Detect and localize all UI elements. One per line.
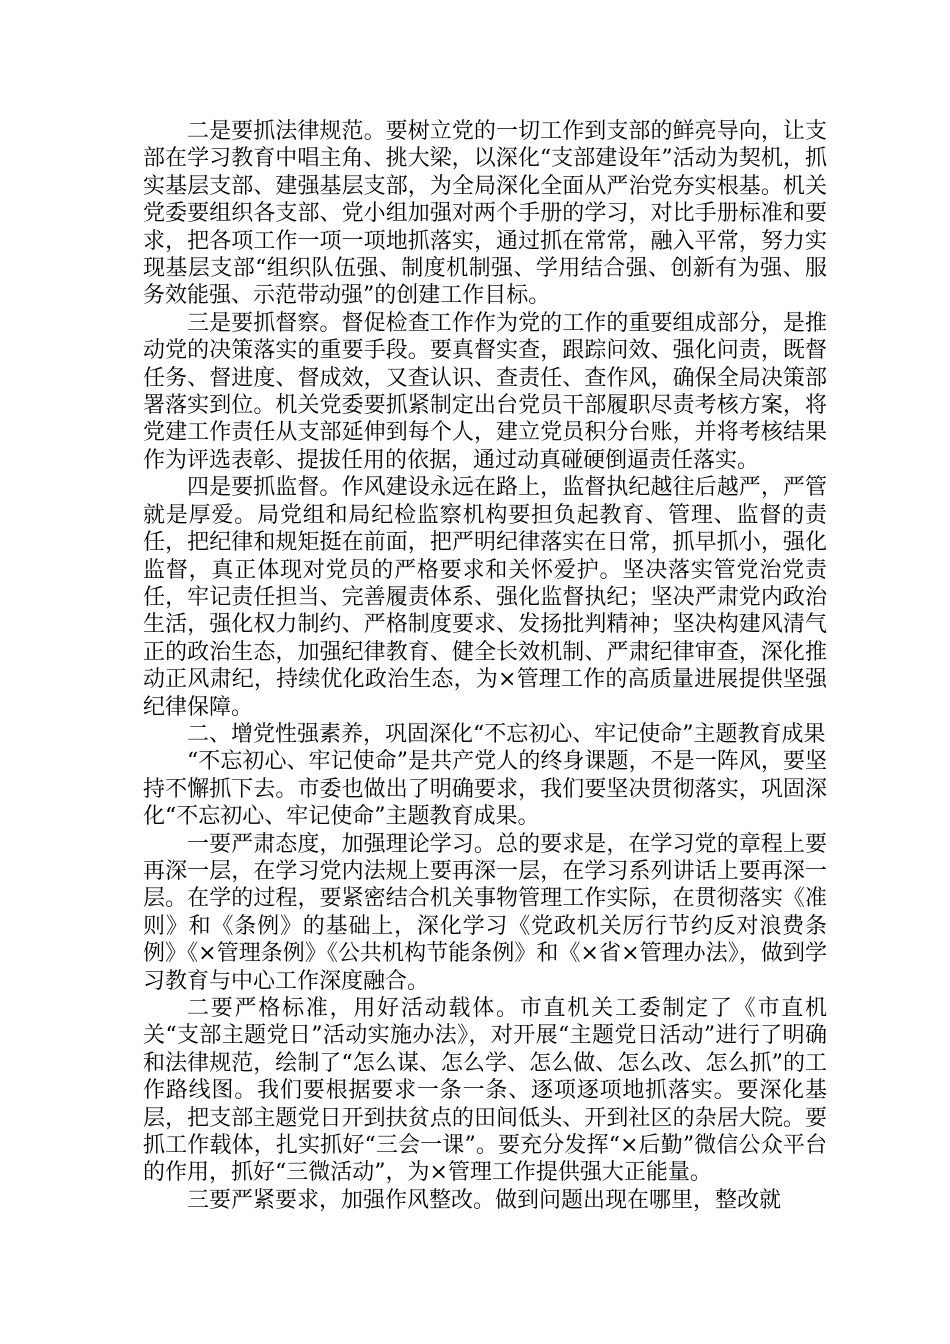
paragraph-discipline-supervision: 四是要抓监督。作风建设永远在路上，监督执纪越往后越严，严管就是厚爱。局党组和局纪检监察机构要担负起教育、管理、监督的责任，把纪律和规矩挺在前面，把严明纪律落实在日常，抓早抓小，强化监督，真正体现对党员的严格要求和关怀爱护。坚决落实管党治党责任，牢记责任担当、完善履责体系、强化监督执纪；坚决严肃党内政治生活，强化权力制约、严格制度要求、发扬批判精神；坚决构建风清气正的政治生态，加强纪律教育、健全长效机制、严肃纪律审查，深化推动正风肃纪，持续优化政治生态，为×管理工作的高质量进展提供坚强纪律保障。 [143, 475, 827, 720]
paragraph-original-mission: “不忘初心、牢记使命”是共产党人的终身课题，不是一阵风，要坚持不懈抓下去。市委也做出了明确要求，我们要坚决贯彻落实，巩固深化“不忘初心、牢记使命”主题教育成果。 [143, 749, 827, 830]
paragraph-supervision-inspection: 三是要抓督察。督促检查工作作为党的工作的重要组成部分，是推动党的决策落实的重要手段。要真督实查，跟踪问效、强化问责，既督任务、督进度、督成效，又查认识、查责任、查作风，确保全局决策部署落实到位。机关党委要抓紧制定出台党员干部履职尽责考核方案，将党建工作责任从支部延伸到每个人，建立党员积分台账，并将考核结果作为评选表彰、提拔任用的依据，通过动真碰硬倒逼责任落实。 [143, 310, 827, 473]
paragraph-law-norms: 二是要抓法律规范。要树立党的一切工作到支部的鲜亮导向，让支部在学习教育中唱主角、挑大梁，以深化“支部建设年”活动为契机，抓实基层支部、建强基层支部，为全局深化全面从严治党夯实根基。机关党委要组织各支部、党小组加强对两个手册的学习，对比手册标准和要求，把各项工作一项一项地抓落实，通过抓在常常，融入平常，努力实现基层支部“组织队伍强、制度机制强、学用结合强、创新有为强、服务效能强、示范带动强”的创建工作目标。 [143, 119, 827, 309]
paragraph-theory-study: 一要严肃态度，加强理论学习。总的要求是，在学习党的章程上要再深一层，在学习党内法规上要再深一层，在学习系列讲话上要再深一层。在学的过程，要紧密结合机关事物管理工作实际，在贯彻落实《准则》和《条例》的基础上，深化学习《党政机关厉行节约反对浪费条例》《×管理条例》《公共机构节能条例》和《×省×管理办法》，做到学习教育与中心工作深度融合。 [143, 831, 827, 994]
document-page [143, 118, 827, 1214]
section-heading-two: 二、增党性强素养，巩固深化“不忘初心、牢记使命”主题教育成果 [187, 721, 826, 747]
paragraph-activity-carrier: 二要严格标准，用好活动载体。市直机关工委制定了《市直机关“支部主题党日”活动实施办法》，对开展“主题党日活动”进行了明确和法律规范，绘制了“怎么谋、怎么学、怎么做、怎么改、怎么抓”的工作路线图。我们要根据要求一条一条、逐项逐项地抓落实。要深化基层，把支部主题党日开到扶贫点的田间低头、开到社区的杂居大院。要抓工作载体，扎实抓好“三会一课”。要充分发挥“×后勤”微信公众平台的作用，抓好“三微活动”，为×管理工作提供强大正能量。 [143, 996, 827, 1186]
paragraph-style-rectification: 三要严紧要求，加强作风整改。做到问题出现在哪里，整改就 [187, 1187, 782, 1213]
